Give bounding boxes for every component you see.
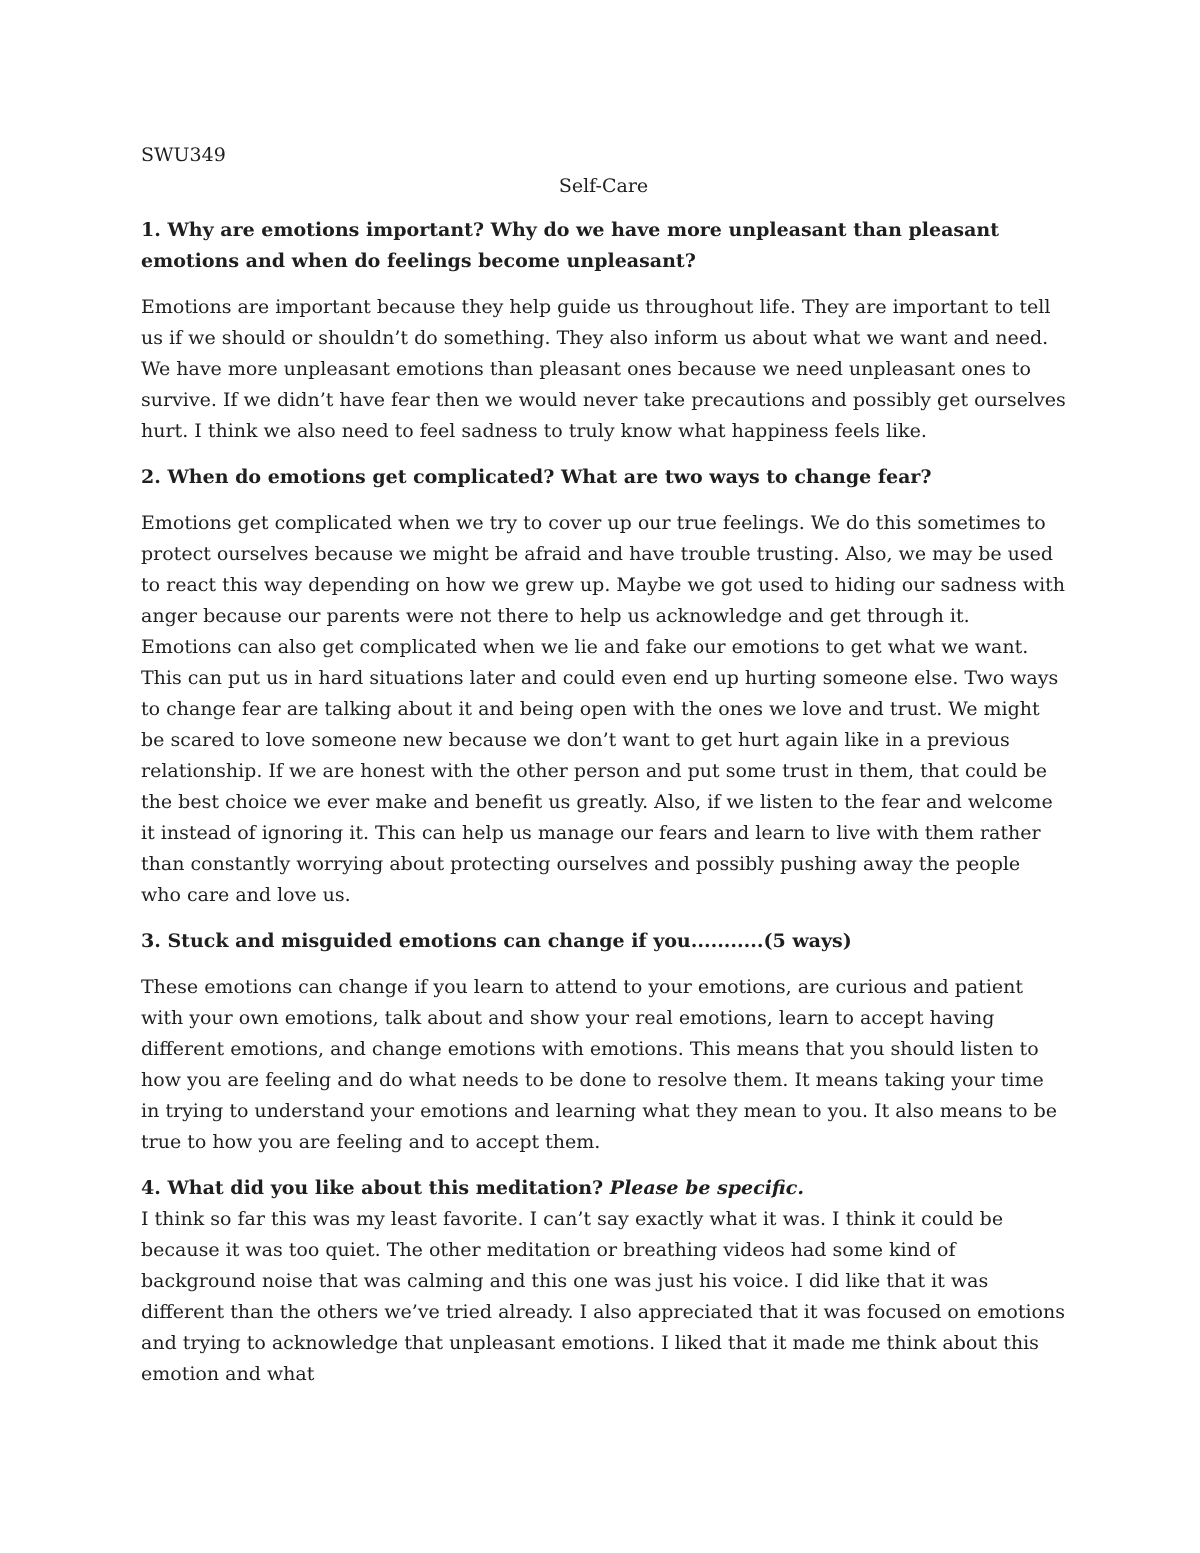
- question-1: 1. Why are emotions important? Why do we have more unpleasant than pleasant emotions and when do feelings become unpleasant?: [141, 219, 1000, 272]
- question-4: [141, 1173, 1066, 1204]
- document-page: [141, 140, 1066, 1405]
- question-2: 2. When do emotions get complicated? What are two ways to change fear?: [141, 466, 932, 488]
- course-code: SWU349: [141, 144, 226, 166]
- answer-3: These emotions can change if you learn to attend to your emotions, are curious and patient with your own emotions, talk about and show your real emotions, learn to accept having different emotions, and change emotions with emotions. This means that you should listen to how you are feeling and do what needs to be done to resolve them. It means taking your time in trying to understand your emotions and learning what they mean to you. It also means to be true to how you are feeling and to accept them.: [141, 976, 1058, 1153]
- question-3: 3. Stuck and misguided emotions can change if you...........(5 ways): [141, 930, 852, 952]
- answer-2: Emotions get complicated when we try to cover up our true feelings. We do this sometimes to protect ourselves because we might be afraid and have trouble trusting. Also, we may be used to react this way depending on how we grew up. Maybe we got used to hiding our sadness with anger because our parents were not there to help us acknowledge and get through it. Emotions can also get complicated when we lie and fake our emotions to get what we want. This can put us in hard situations later and could even end up hurting someone else. Two ways to change fear are talking about it and being open with the ones we love and trust. We might be scared to love someone new because we don’t want to get hurt again like in a previous relationship. If we are honest with the other person and put some trust in them, that could be the best choice we ever make and benefit us greatly. Also, if we listen to the fear and welcome it instead of ignoring it. This can help us manage our fears and learn to live with them rather than constantly worrying about protecting ourselves and possibly pushing away the people who care and love us.: [141, 512, 1066, 906]
- answer-4: I think so far this was my least favorite. I can’t say exactly what it was. I think it could be because it was too quiet. The other meditation or breathing videos had some kind of background noise that was calming and this one was just his voice. I did like that it was different than the others we’ve tried already. I also appreciated that it was focused on emotions and trying to acknowledge that unpleasant emotions. I liked that it made me think about this emotion and what: [141, 1208, 1065, 1385]
- question-4-text: 4. What did you like about this meditation?: [141, 1177, 604, 1199]
- question-4-emphasis: Please be specific.: [609, 1177, 804, 1199]
- document-title: Self-Care: [558, 175, 649, 197]
- answer-1: Emotions are important because they help guide us throughout life. They are important to tell us if we should or shouldn’t do something. They also inform us about what we want and need. We have more unpleasant emotions than pleasant ones because we need unpleasant ones to survive. If we didn’t have fear then we would never take precautions and possibly get ourselves hurt. I think we also need to feel sadness to truly know what happiness feels like.: [141, 296, 1066, 442]
